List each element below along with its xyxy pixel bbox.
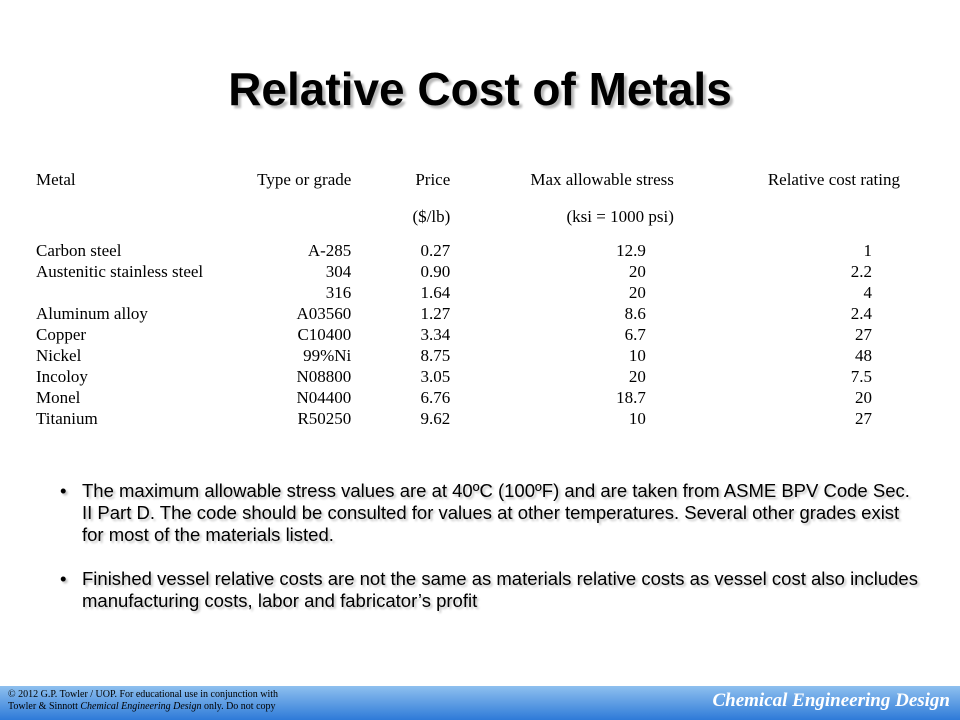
table-header-row-cell: Price: [415, 169, 451, 189]
table-row-cell: A03560: [296, 304, 352, 323]
table-row-cell: 2.2: [850, 262, 872, 281]
table-row-cell: 0.90: [420, 262, 451, 281]
table-row-cell: 27: [855, 325, 872, 344]
table-row-cell: Incoloy: [36, 367, 88, 386]
note-text: Finished vessel relative costs are not the same as materials relative costs as vessel cost also includes manufacturing costs, labor and fabricator’s profit: [82, 568, 918, 611]
table-row-cell: 20: [855, 388, 872, 407]
note-item: [60, 480, 920, 546]
table-row: [28, 324, 900, 345]
copyright-line-1: © 2012 G.P. Towler / UOP. For educational use in conjunction with: [8, 689, 279, 700]
table-row: [28, 261, 900, 282]
table-row-cell: 4: [863, 283, 872, 302]
bullet-icon: •: [60, 568, 67, 589]
table-row-cell: 1.27: [420, 304, 451, 323]
table-row-cell: 2.4: [850, 304, 872, 323]
table-row-cell: Austenitic stainless steel: [36, 262, 204, 281]
table-row-cell: 18.7: [616, 388, 646, 407]
table-row-cell: R50250: [297, 409, 352, 428]
table-row-cell: 1.64: [420, 283, 451, 302]
table-units-row-cell: (ksi = 1000 psi): [566, 206, 674, 226]
table-header-row: [28, 166, 900, 192]
table-row-cell: 27: [855, 409, 872, 428]
table-row-cell: Nickel: [36, 346, 82, 365]
table-row-cell: N04400: [296, 388, 352, 407]
table-units-row-cell: ($/lb): [412, 206, 451, 226]
copyright-line-2: Towler & Sinnott Chemical Engineering Design only. Do not copy: [8, 701, 276, 712]
metals-cost-table: [28, 166, 900, 429]
brand-label: Chemical Engineering Design: [712, 690, 950, 711]
table-row-cell: 316: [325, 283, 352, 302]
table-row-cell: 20: [628, 283, 646, 302]
table-row-cell: 20: [628, 262, 646, 281]
footer-bar: [0, 686, 960, 720]
table-row: [28, 408, 900, 429]
table-row-cell: [28, 282, 206, 303]
table-row: [28, 387, 900, 408]
table-row-cell: 10: [628, 346, 646, 365]
table-units-row-cell: [674, 192, 900, 240]
note-item: [60, 568, 920, 612]
table-row-cell: 3.34: [420, 325, 451, 344]
table-row-cell: 304: [325, 262, 352, 281]
table-row-cell: Carbon steel: [36, 241, 122, 260]
table-row: [28, 303, 900, 324]
table-row-cell: 8.75: [420, 346, 451, 365]
table-header-row-cell: Type or grade: [257, 169, 352, 189]
table-header-row-cell: Max allowable stress: [530, 169, 674, 189]
table-row-cell: 7.5: [850, 367, 872, 386]
table-row-cell: 99%Ni: [303, 346, 352, 365]
table-header-row-cell: Relative cost rating: [767, 169, 900, 189]
table-row-cell: 48: [855, 346, 872, 365]
bullet-icon: •: [60, 480, 67, 501]
table-row: [28, 240, 900, 261]
table-row-cell: 0.27: [420, 241, 451, 260]
table-row-cell: 9.62: [420, 409, 451, 428]
table-row-cell: C10400: [297, 325, 352, 344]
table-units-row-cell: [206, 192, 352, 240]
table-row-cell: 3.05: [420, 367, 451, 386]
table-row-cell: 6.76: [420, 388, 451, 407]
table-row-cell: Titanium: [36, 409, 98, 428]
table-row-cell: A-285: [307, 241, 352, 260]
table-row-cell: 6.7: [624, 325, 646, 344]
table-row-cell: 1: [863, 241, 872, 260]
slide-title: Relative Cost of Metals: [228, 63, 732, 115]
table-row-cell: 8.6: [624, 304, 646, 323]
table-units-row: [28, 192, 900, 240]
table-row-cell: 20: [628, 367, 646, 386]
table-row-cell: Aluminum alloy: [36, 304, 148, 323]
table-row-cell: Monel: [36, 388, 81, 407]
table-row: [28, 366, 900, 387]
table-row-cell: N08800: [296, 367, 352, 386]
table-row: [28, 345, 900, 366]
table-row-cell: 10: [628, 409, 646, 428]
table-units-row-cell: [28, 192, 206, 240]
note-text: The maximum allowable stress values are at 40ºC (100ºF) and are taken from ASME BPV Code Sec. II Part D. The code should be consulted for values at other temperatures. Several other grades exist for most of the materials listed.: [82, 480, 910, 545]
notes-list: [60, 480, 920, 634]
table-row-cell: 12.9: [616, 241, 646, 260]
table-row: [28, 282, 900, 303]
copyright-notice: [8, 689, 428, 713]
table-row-cell: Copper: [36, 325, 87, 344]
table-header-row-cell: Metal: [36, 169, 76, 189]
